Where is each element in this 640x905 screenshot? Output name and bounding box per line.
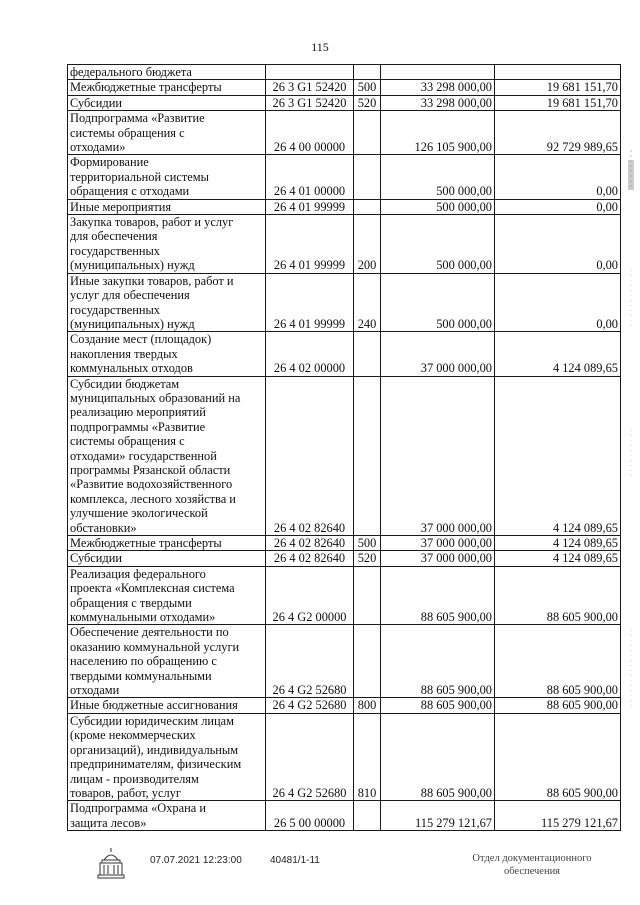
row-csr-code: 26 4 00 00000 [266,111,354,155]
row-vr-code [354,65,381,80]
row-amount-planned: 500 000,00 [381,273,495,332]
row-amount-executed: 19 681 151,70 [495,95,621,110]
row-vr-code: 240 [354,273,381,332]
row-csr-code: 26 4 02 82640 [266,376,354,535]
row-amount-executed: 88 605 900,00 [495,698,621,713]
row-csr-code: 26 4 02 00000 [266,332,354,376]
table-row [68,155,621,199]
row-amount-executed: 88 605 900,00 [495,566,621,625]
row-amount-executed: 115 279 121,67 [495,801,621,831]
row-amount-planned: 500 000,00 [381,199,495,214]
row-name: Иные закупки товаров, работ и услуг для обеспечения государственных (муниципальных) нужд [68,273,266,332]
row-amount-planned: 37 000 000,00 [381,536,495,551]
row-amount-planned: 88 605 900,00 [381,566,495,625]
row-csr-code: 26 4 01 99999 [266,273,354,332]
row-amount-planned: 37 000 000,00 [381,551,495,566]
table-row [68,273,621,332]
footer-date: 07.07.2021 12:23:00 [150,855,242,866]
row-amount-planned: 33 298 000,00 [381,95,495,110]
row-csr-code: 26 4 01 99999 [266,215,354,274]
row-name: Формирование территориальной системы обращения с отходами [68,155,266,199]
row-amount-planned: 500 000,00 [381,215,495,274]
row-amount-planned: 500 000,00 [381,155,495,199]
row-csr-code: 26 4 02 82640 [266,536,354,551]
table-row [68,199,621,214]
row-amount-planned: 88 605 900,00 [381,625,495,698]
row-csr-code: 26 4 G2 52680 [266,698,354,713]
table-row [68,215,621,274]
row-name: Субсидии [68,551,266,566]
row-name: Субсидии [68,95,266,110]
row-csr-code [266,65,354,80]
row-amount-executed: 4 124 089,65 [495,376,621,535]
row-name: Обеспечение деятельности по оказанию коммунальной услуги населению по обращению с твердыми коммунальными отходами [68,625,266,698]
row-amount-executed: 4 124 089,65 [495,551,621,566]
row-name: Реализация федерального проекта «Комплексная система обращения с твердыми коммунальными отходами» [68,566,266,625]
row-csr-code: 26 5 00 00000 [266,801,354,831]
scan-artifact [626,150,636,750]
row-vr-code [354,625,381,698]
row-name: Иные мероприятия [68,199,266,214]
row-amount-executed: 0,00 [495,155,621,199]
row-vr-code: 520 [354,551,381,566]
row-amount-executed: 4 124 089,65 [495,536,621,551]
row-amount-planned: 37 000 000,00 [381,332,495,376]
row-vr-code [354,155,381,199]
duma-building-icon [96,846,126,882]
row-amount-planned: 115 279 121,67 [381,801,495,831]
row-name: федерального бюджета [68,65,266,80]
table-row [68,713,621,800]
table-row [68,95,621,110]
row-vr-code [354,566,381,625]
row-amount-executed: 4 124 089,65 [495,332,621,376]
row-vr-code [354,199,381,214]
row-name: Субсидии бюджетам муниципальных образований на реализацию мероприятий подпрограммы «Развитие системы обращения с отходами» государственной программы Рязанской области «Развитие водохозяйственного комплекса, лесного хозяйства и улучшение экологической обстановки» [68,376,266,535]
row-csr-code: 26 3 G1 52420 [266,95,354,110]
footer-doc-number: 40481/1-11 [270,855,320,866]
row-vr-code [354,376,381,535]
row-vr-code [354,332,381,376]
row-amount-executed: 0,00 [495,215,621,274]
row-csr-code: 26 4 01 00000 [266,155,354,199]
table-row [68,332,621,376]
row-csr-code: 26 4 G2 52680 [266,713,354,800]
row-vr-code: 800 [354,698,381,713]
row-amount-planned [381,65,495,80]
row-amount-executed: 92 729 989,65 [495,111,621,155]
row-name: Иные бюджетные ассигнования [68,698,266,713]
table-row [68,111,621,155]
footer-stamp: Отдел документационного обеспечения [472,853,592,877]
row-name: Закупка товаров, работ и услуг для обеспечения государственных (муниципальных) нужд [68,215,266,274]
table-row [68,80,621,95]
row-amount-planned: 88 605 900,00 [381,698,495,713]
row-amount-executed: 0,00 [495,273,621,332]
row-amount-planned: 33 298 000,00 [381,80,495,95]
table-row [68,698,621,713]
row-name: Подпрограмма «Охрана и защита лесов» [68,801,266,831]
row-csr-code: 26 4 G2 00000 [266,566,354,625]
row-amount-planned: 126 105 900,00 [381,111,495,155]
row-vr-code [354,801,381,831]
row-vr-code [354,111,381,155]
row-name: Субсидии юридическим лицам (кроме некоммерческих организаций), индивидуальным предпринимателям, физическим лицам - производителям товаров, работ, услуг [68,713,266,800]
row-amount-executed [495,65,621,80]
row-csr-code: 26 4 02 82640 [266,551,354,566]
row-name: Подпрограмма «Развитие системы обращения с отходами» [68,111,266,155]
table-row [68,625,621,698]
row-name: Создание мест (площадок) накопления твердых коммунальных отходов [68,332,266,376]
table-row [68,551,621,566]
table-row [68,801,621,831]
table-row [68,566,621,625]
row-vr-code: 520 [354,95,381,110]
row-csr-code: 26 3 G1 52420 [266,80,354,95]
row-name: Межбюджетные трансферты [68,536,266,551]
row-vr-code: 200 [354,215,381,274]
row-amount-executed: 88 605 900,00 [495,625,621,698]
row-amount-executed: 88 605 900,00 [495,713,621,800]
table-row [68,65,621,80]
row-vr-code: 500 [354,536,381,551]
page-number: 115 [311,40,329,54]
table-row [68,536,621,551]
budget-table [67,64,621,831]
row-vr-code: 810 [354,713,381,800]
row-vr-code: 500 [354,80,381,95]
row-amount-planned: 88 605 900,00 [381,713,495,800]
row-csr-code: 26 4 G2 52680 [266,625,354,698]
row-name: Межбюджетные трансферты [68,80,266,95]
row-csr-code: 26 4 01 99999 [266,199,354,214]
row-amount-executed: 0,00 [495,199,621,214]
row-amount-planned: 37 000 000,00 [381,376,495,535]
table-row [68,376,621,535]
row-amount-executed: 19 681 151,70 [495,80,621,95]
